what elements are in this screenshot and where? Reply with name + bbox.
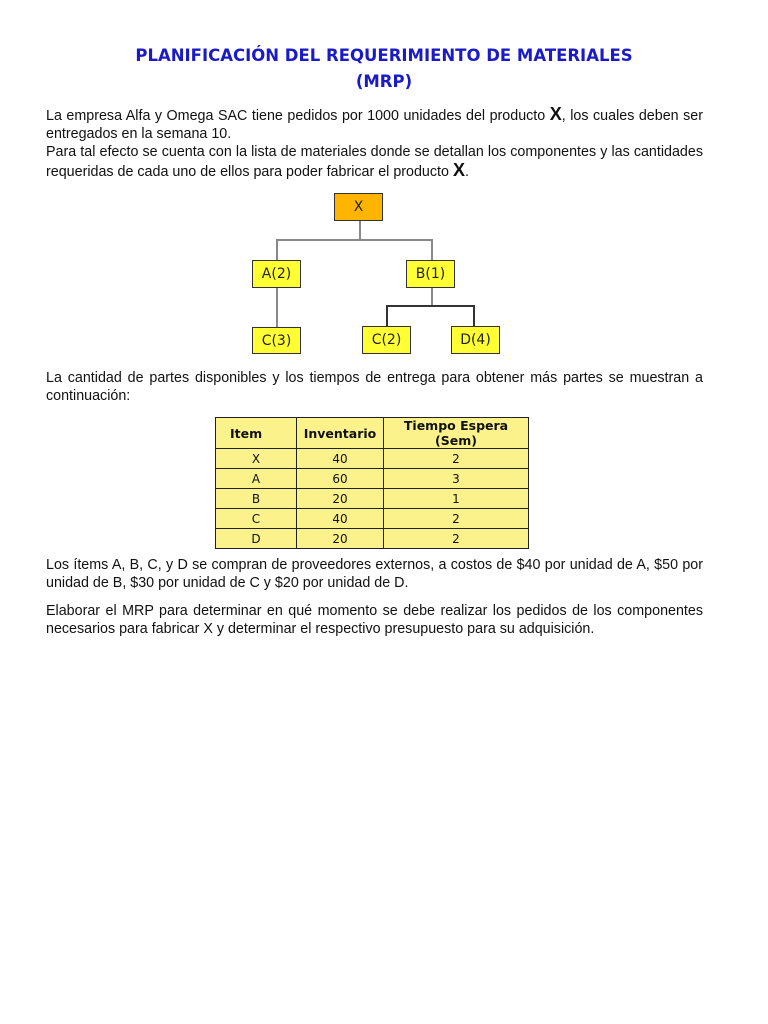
cell-tiempo: 1 [384, 489, 529, 509]
cell-inventario: 40 [297, 509, 384, 529]
cell-tiempo: 2 [384, 529, 529, 549]
bom-node-b: B(1) [406, 260, 455, 288]
bom-node-x: X [334, 193, 383, 221]
inventory-paragraph: La cantidad de partes disponibles y los tiempos de entrega para obtener más partes se muestran a continuación: [46, 370, 703, 404]
header-inventario: Inventario [297, 418, 384, 449]
connector-line [431, 287, 433, 306]
cell-inventario: 40 [297, 449, 384, 469]
cell-tiempo: 2 [384, 449, 529, 469]
bom-node-a: A(2) [252, 260, 301, 288]
cell-tiempo: 2 [384, 509, 529, 529]
page-title: PLANIFICACIÓN DEL REQUERIMIENTO DE MATERIALES [135, 46, 633, 65]
cell-item: X [216, 449, 297, 469]
table-row [216, 509, 529, 529]
connector-line [386, 305, 388, 327]
connector-line [386, 305, 475, 307]
connector-line [276, 287, 278, 327]
cell-inventario: 20 [297, 489, 384, 509]
costs-paragraph: Los ítems A, B, C, y D se compran de proveedores externos, a costos de $40 por unidad de A, $50 por unidad de B, $30 por unidad de C y $20 por unidad de D. [46, 557, 703, 591]
connector-line [473, 305, 475, 327]
connector-line [276, 239, 278, 260]
connector-line [431, 239, 433, 260]
table-row [216, 489, 529, 509]
intro-paragraph-2: Para tal efecto se cuenta con la lista de materiales donde se detallan los componentes y las cantidades requeridas de cada uno de ellos para poder fabricar el producto X. [46, 144, 703, 180]
connector-line [359, 220, 361, 239]
cell-inventario: 20 [297, 529, 384, 549]
table-row [216, 469, 529, 489]
intro-paragraph-1: La empresa Alfa y Omega SAC tiene pedidos por 1000 unidades del producto X, los cuales deben ser entregados en la semana 10. [46, 104, 703, 142]
connector-line [276, 239, 432, 241]
bom-node-b-c: C(2) [362, 326, 411, 354]
cell-inventario: 60 [297, 469, 384, 489]
cell-item: A [216, 469, 297, 489]
header-item: Item [216, 418, 297, 449]
table-row [216, 529, 529, 549]
header-tiempo-espera: Tiempo Espera (Sem) [384, 418, 529, 449]
cell-item: B [216, 489, 297, 509]
bom-node-a-c: C(3) [252, 327, 301, 354]
task-paragraph: Elaborar el MRP para determinar en qué momento se debe realizar los pedidos de los componentes necesarios para fabricar X y determinar el respectivo presupuesto para su adquisición. [46, 603, 703, 637]
cell-tiempo: 3 [384, 469, 529, 489]
bom-node-b-d: D(4) [451, 326, 500, 354]
inventory-table [215, 417, 529, 549]
cell-item: C [216, 509, 297, 529]
page-subtitle: (MRP) [355, 72, 413, 91]
table-header-row [216, 418, 529, 449]
cell-item: D [216, 529, 297, 549]
table-row [216, 449, 529, 469]
